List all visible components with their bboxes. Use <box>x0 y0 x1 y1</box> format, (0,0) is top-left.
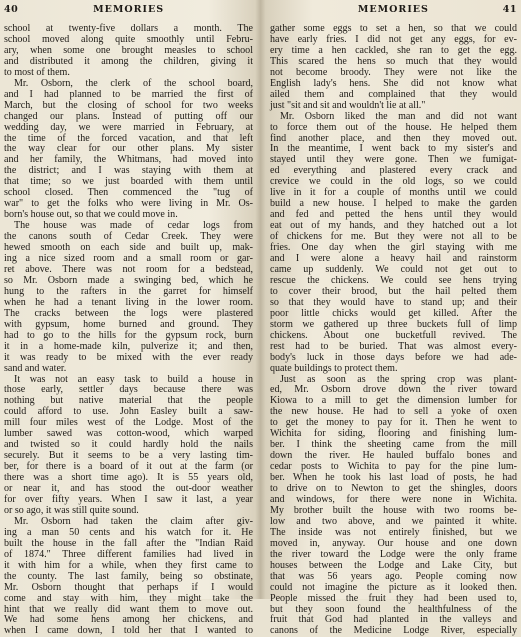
text-line: mill four miles west of the Lodge. Most of the <box>4 417 253 429</box>
text-line: Mr. Osborn thought that perhaps if I would <box>4 581 253 593</box>
text-line: and twisted so it could hardly hold the nails <box>4 439 253 451</box>
text-line: so that they would have to stand up; and their <box>270 296 517 308</box>
right-page-text <box>270 24 517 637</box>
text-line: ing a nice sized room and a small room or gar- <box>4 253 253 265</box>
text-line: hint that we really did want them to move out. <box>4 603 253 615</box>
text-line: lumber sawed was cotton-wood, which warped <box>4 428 253 440</box>
text-line: it with him for a while, when they first came to <box>4 559 253 571</box>
text-line: fries. One day when the girl staying with me <box>270 242 517 254</box>
text-line: to drive on to Newton to get the shingles, doors <box>270 483 517 495</box>
text-line: It was not an easy task to build a house in <box>14 373 253 385</box>
text-line: storm we gathered up three buckets full of limp <box>270 318 517 330</box>
text-line: low and two above, and we painted it white. <box>270 515 517 527</box>
right-running-head: MEMORIES <box>357 4 429 15</box>
text-line: the new house. He had to sell a yoke of oxen <box>270 406 517 418</box>
text-line: those early, settler days because there was <box>4 384 253 396</box>
text-line: build a new house. I helped to make the garden <box>270 198 517 210</box>
text-line: eat out of my hands, and they hatched out a lot <box>270 220 517 232</box>
text-line: that time; so we just boarded with them until <box>4 176 253 188</box>
text-line: but they soon found the healthfulness of the <box>270 603 517 615</box>
text-line: ber. I think the sheeting came from the mill <box>270 439 517 451</box>
text-line: This scared the hens so much that they would <box>270 55 517 67</box>
text-line: could not imagine the picture as it looked then. <box>270 581 517 593</box>
right-page-header <box>270 4 517 16</box>
text-line: ed, Mr. Osborn drove down the river toward <box>270 384 517 396</box>
text-line: it was ready to be mixed with the ever ready <box>4 351 253 363</box>
text-line: The inside was not entirely finished, but we <box>270 526 517 538</box>
text-line: ber. When he took his last load of posts, he had <box>270 472 517 484</box>
text-line: fruit that God had planted in the valleys and <box>270 614 517 626</box>
text-line: the way clear for our other plans. My sister <box>4 143 253 155</box>
text-line: poor little chicks would get killed. After the <box>270 307 517 319</box>
text-line: and windows, for there were none in Wichita. <box>270 493 517 505</box>
text-line: stayed until they were gone. Then we fumigat- <box>270 154 517 166</box>
text-line: quate buildings to protect them. <box>270 362 398 374</box>
text-line: it in a home-made kiln, pulverize it; and then, <box>4 340 253 352</box>
text-line: or near it, and has stood the out-door weather <box>4 483 253 495</box>
left-page-header <box>4 4 253 16</box>
text-line: Mr. Osborn, the clerk of the school board, <box>14 77 253 89</box>
text-line: nothing but native material that the people <box>4 395 253 407</box>
text-line: the district; and I was staying with them at <box>4 165 253 177</box>
text-line: moved in, anyway. Our house and one down <box>270 537 517 549</box>
text-line: body's luck in those days before we had ade- <box>270 351 517 363</box>
text-line: In the meantime, I went back to my sister's and <box>270 143 517 155</box>
text-line: hung to the rafters in the garret for himself <box>4 285 253 297</box>
text-line: Mr. Osborn had taken the claim after giv- <box>14 515 253 527</box>
text-line: find another place, and then they moved out. <box>270 132 517 144</box>
text-line: securely. But it seems to be a very lasting tim- <box>4 450 253 462</box>
text-line: The house was made of cedar logs from <box>14 220 253 232</box>
text-line: rest had to be buried. That was almost every- <box>270 340 517 352</box>
text-line: the county. The last family, being so obstinate, <box>4 570 253 582</box>
text-line: ery time a hen cackled, she ran to get the egg. <box>270 44 517 56</box>
text-line: We had some hens among her chickens, and <box>4 614 253 626</box>
text-line: and I had planned to be married the first of <box>4 88 253 100</box>
text-line: war" to get the folks who were living in Mr. Os- <box>4 198 253 210</box>
text-line: rescue the chickens. We could see hens trying <box>270 274 517 286</box>
text-line: to cover their brood, but the hail pelted them <box>270 285 517 297</box>
text-line: to force them out of the house. He helped them <box>270 121 517 133</box>
left-page-text <box>4 24 253 637</box>
text-line: wedding day, we were married in February, at <box>4 121 253 133</box>
text-line: ed everything and plastered every crack and <box>270 165 517 177</box>
text-line: The cracks between the logs were plastered <box>4 307 253 319</box>
text-line: March, but the closing of school for two weeks <box>4 99 253 111</box>
text-line: or so ago, it was still quite sound. <box>4 504 139 516</box>
left-running-head: MEMORIES <box>93 4 165 15</box>
text-line: school closed. Then commenced the "tug of <box>4 187 253 199</box>
text-line: crevice we could in the old logs, so we could <box>270 176 517 188</box>
text-line: of chickens for me. But they were not all to be <box>270 231 517 243</box>
text-line: to most of them. <box>4 66 70 78</box>
left-page <box>0 0 259 637</box>
text-line: came up suddenly. We could not get out to <box>270 263 517 275</box>
text-line: and fed and petted the hens until they would <box>270 209 517 221</box>
text-line: and distributed it among the children, giving it <box>4 55 253 67</box>
text-line: hewed smooth on each side and built up, mak- <box>4 242 253 254</box>
text-line: English lady's hens. She did not know what <box>270 77 517 89</box>
text-line: down the river. He hauled buffalo bones and <box>270 450 517 462</box>
text-line: houses between the Lodge and Lake City, but <box>270 559 517 571</box>
text-line: with gypsum, home burned and ground. They <box>4 318 253 330</box>
text-line: My brother built the house with two rooms be- <box>270 504 517 516</box>
text-line: when he had a tenant living in the lower room. <box>4 296 253 308</box>
text-line: changed our plans. Instead of putting off our <box>4 110 253 122</box>
text-line: ailed them and complained that they would <box>270 88 517 100</box>
text-line: born's house out, so that we could move in. <box>4 209 178 221</box>
text-line: Kiowa to a mill to get the dimension lumber for <box>270 395 517 407</box>
text-line: have early fries. I did not get any eggs, for ev- <box>270 33 517 45</box>
text-line: the canons south of Cedar Creek. They were <box>4 231 253 243</box>
text-line: there was a short time ago). It is 55 years old, <box>4 472 253 484</box>
right-page-number: 41 <box>502 4 517 15</box>
left-page-number: 40 <box>4 4 19 15</box>
right-page <box>262 0 521 637</box>
text-line: Mr. Osborn liked the man and did not want <box>280 110 517 122</box>
text-line: Just as soon as the spring crop was plant- <box>280 373 517 385</box>
text-line: and I were alone a heavy hail and rainstorm <box>270 253 517 265</box>
text-line: school moved along quite smoothly until Febru- <box>4 33 253 45</box>
text-line: so Mr. Osborn made a swinging bed, which he <box>4 274 253 286</box>
text-line: chickens. About one bucketfull revived. The <box>270 329 517 341</box>
text-line: the time of the forced vacation, and that left <box>4 132 253 144</box>
text-line: not become broody. They were not like the <box>270 66 517 78</box>
text-line: ber, for there is a board of it out at the farm (or <box>4 461 253 473</box>
text-line: ary, when some one brought measles to school <box>4 44 253 56</box>
text-line: had to go to the hills for the gypsum rock, burn <box>4 329 253 341</box>
text-line: for over fifty years. When I saw it last, a year <box>4 493 253 505</box>
text-line: People missed the fruit they had been used to, <box>270 592 517 604</box>
text-line: live in it for a couple of months until we could <box>270 187 517 199</box>
text-line: built the house in the fall after the "Indian Raid <box>4 537 253 549</box>
text-line: ing a man 50 cents and his watch for it. He <box>4 526 253 538</box>
text-line: cedar posts to Wichita to pay for the pine lum- <box>270 461 517 473</box>
text-line: that was 56 years ago. People coming now <box>270 570 517 582</box>
text-line: Wichita for siding, flooring and finishing lum- <box>270 428 517 440</box>
text-line: to get the money to pay for it. Then he went to <box>270 417 517 429</box>
text-line: ret above. There was not room for a bedstead, <box>4 263 253 275</box>
text-line: come and stay with him, they might take the <box>4 592 253 604</box>
text-line: when I came down, I told her that I wanted to <box>4 625 253 637</box>
text-line: could afford to use. John Easley built a saw- <box>4 406 253 418</box>
text-line: just "sit and sit and wouldn't lie at all." <box>270 99 426 111</box>
text-line: canons of the Medicine Lodge River, especially <box>270 625 517 637</box>
text-line: of 1874." Three different families had lived in <box>4 548 253 560</box>
text-line: gather some eggs to set a hen, so that we could <box>270 23 517 34</box>
text-line: school at twenty-five dollars a month. The <box>4 23 253 34</box>
text-line: and her family, the Whitmans, had moved into <box>4 154 253 166</box>
text-line: the river toward the Lodge were the only frame <box>270 548 517 560</box>
text-line: sand and water. <box>4 362 67 374</box>
